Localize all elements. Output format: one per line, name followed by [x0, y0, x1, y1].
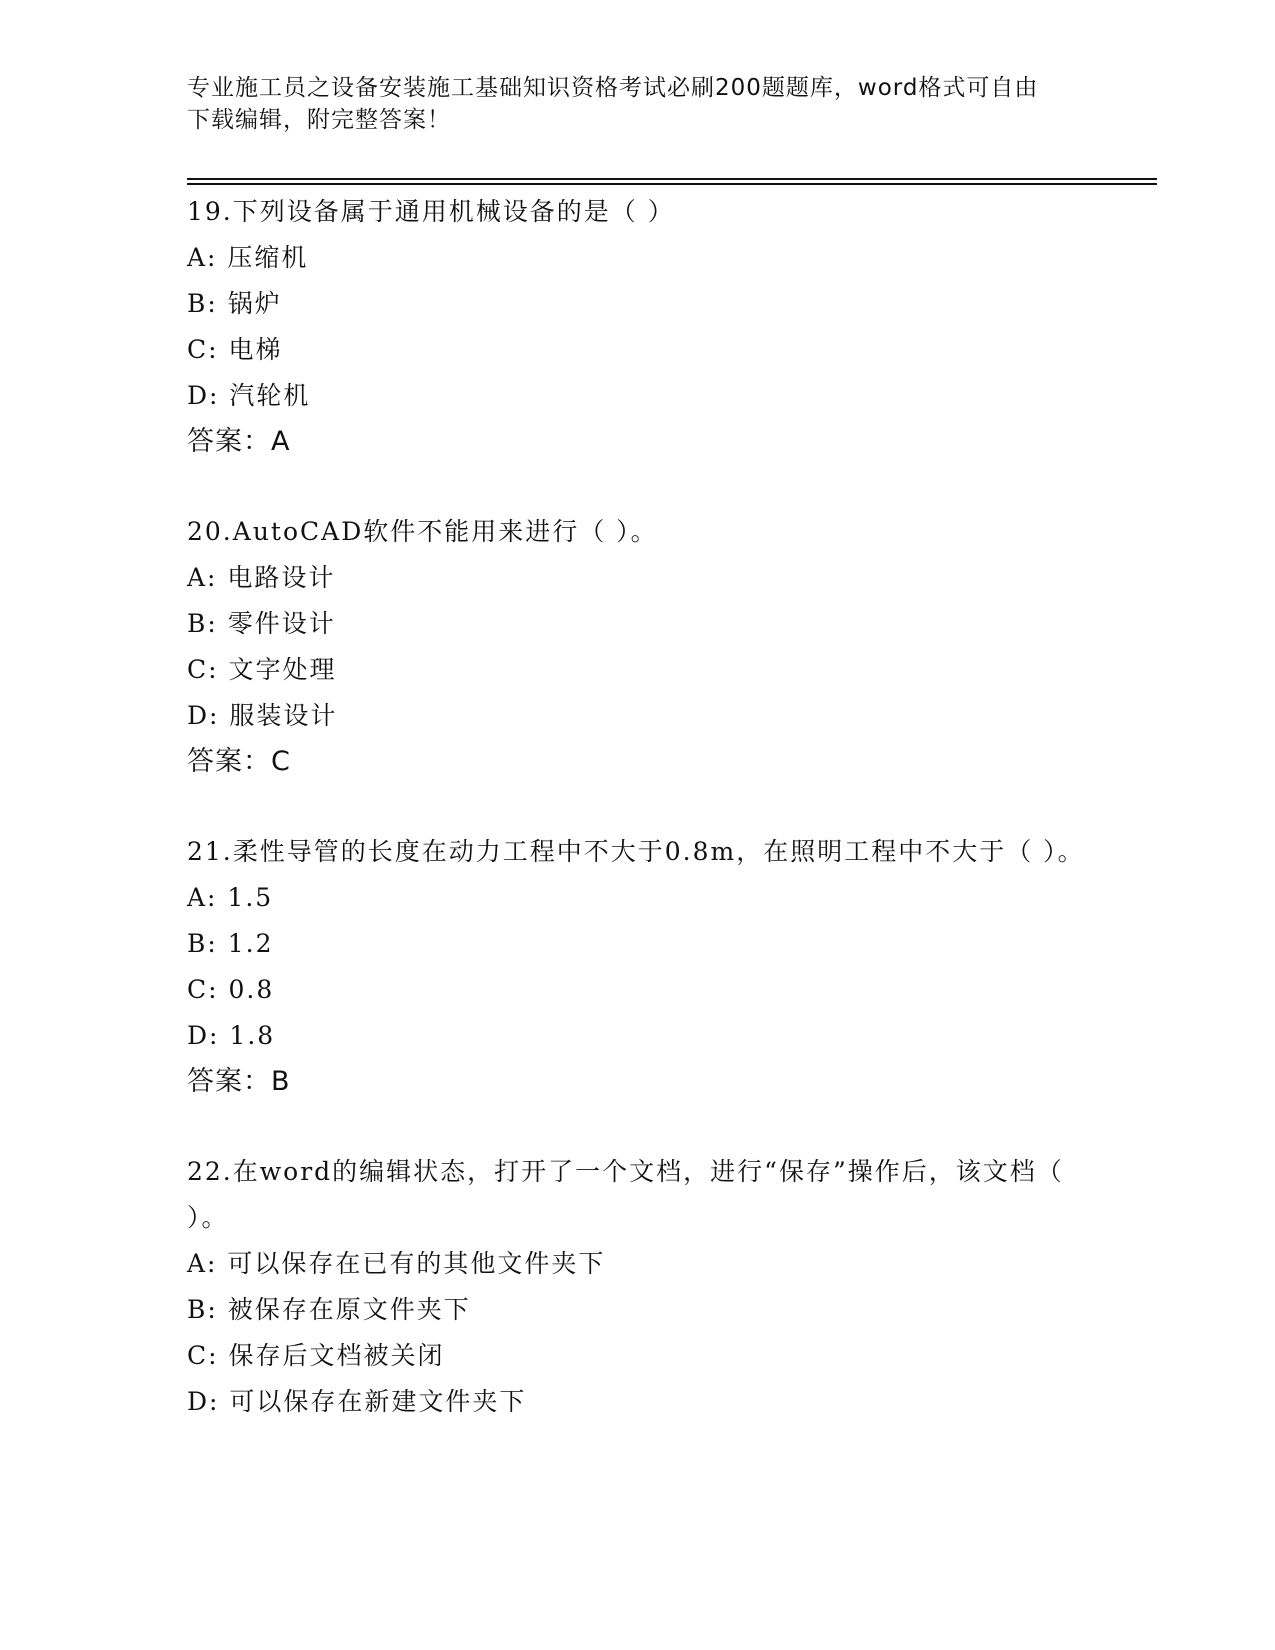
- option-a: A: 1.5: [187, 883, 274, 912]
- question-22: [187, 1149, 1087, 1425]
- option-a: A: 可以保存在已有的其他文件夹下: [187, 1249, 606, 1278]
- header-divider-bottom: [187, 183, 1157, 185]
- question-text: 20.AutoCAD软件不能用来进行（ ）。: [187, 517, 658, 546]
- question-21: [187, 829, 1087, 1105]
- option-c: C: 保存后文档被关闭: [187, 1341, 445, 1370]
- option-a: A: 压缩机: [187, 243, 309, 272]
- question-text: 21.柔性导管的长度在动力工程中不大于0.8m，在照明工程中不大于（ ）。: [187, 837, 1085, 866]
- option-d: D: 汽轮机: [187, 381, 311, 410]
- option-c: C: 电梯: [187, 335, 283, 364]
- question-text: 22.在word的编辑状态，打开了一个文档，进行“保存”操作后，该文档（ ）。: [187, 1157, 1064, 1232]
- option-d: D: 1.8: [187, 1021, 276, 1050]
- header-line-1: 专业施工员之设备安装施工基础知识资格考试必刷200题题库，word格式可自由: [187, 75, 1039, 101]
- header-divider-top: [187, 178, 1157, 180]
- question-list: [187, 189, 1087, 1469]
- option-b: B: 零件设计: [187, 609, 336, 638]
- answer: 答案：C: [187, 746, 291, 777]
- question-text: 19.下列设备属于通用机械设备的是（ ）: [187, 197, 675, 226]
- document-header: [187, 72, 1087, 136]
- answer: 答案：B: [187, 1066, 291, 1097]
- header-line-2: 下载编辑，附完整答案！: [187, 107, 451, 133]
- option-b: B: 被保存在原文件夹下: [187, 1295, 471, 1324]
- option-d: D: 可以保存在新建文件夹下: [187, 1387, 527, 1416]
- option-a: A: 电路设计: [187, 563, 336, 592]
- question-20: [187, 509, 1087, 785]
- option-b: B: 1.2: [187, 929, 274, 958]
- question-19: [187, 189, 1087, 465]
- option-c: C: 文字处理: [187, 655, 337, 684]
- answer: 答案：A: [187, 426, 291, 457]
- option-b: B: 锅炉: [187, 289, 282, 318]
- option-d: D: 服装设计: [187, 701, 338, 730]
- option-c: C: 0.8: [187, 975, 275, 1004]
